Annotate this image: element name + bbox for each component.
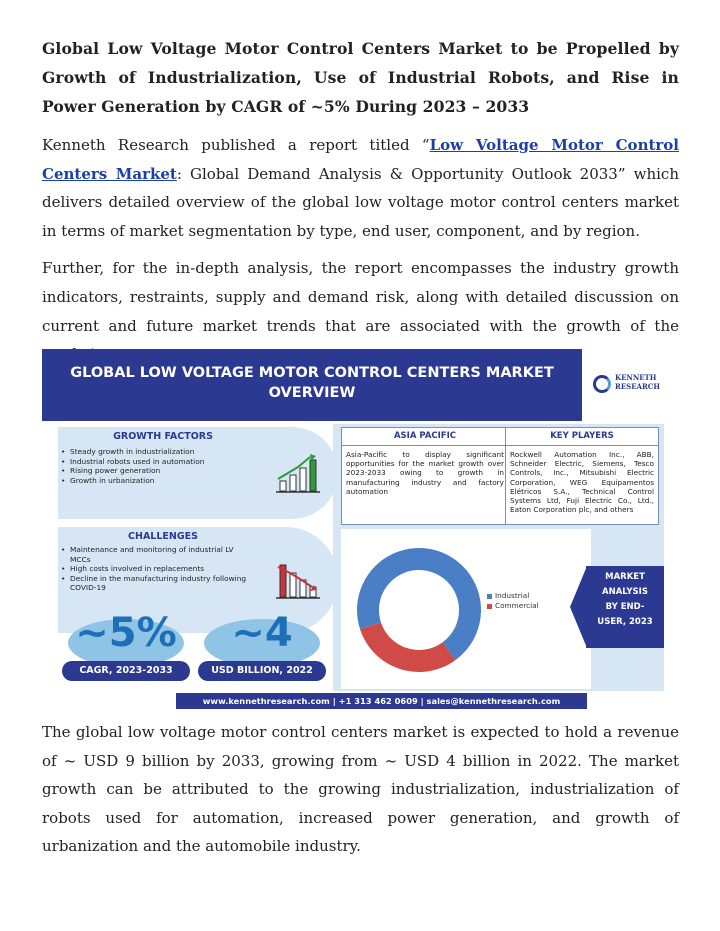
list-item: • High costs involved in replacements <box>70 564 250 574</box>
chart-legend <box>487 591 539 611</box>
list-item: • Industrial robots used in automation <box>70 457 250 467</box>
list-item: • Growth in urbanization <box>70 476 250 486</box>
infographic-footer: www.kennethresearch.com | +1 313 462 0609 | sales@kennethresearch.com <box>176 693 587 709</box>
infographic-title <box>42 363 582 403</box>
infographic-title-line2: OVERVIEW <box>268 385 356 401</box>
infographic-header <box>42 349 582 421</box>
article-heading: Global Low Voltage Motor Control Centers Market to be Propelled by Growth of Industrialization, Use of Industrial Robots, and Rise in Power Generation by CAGR of ~5% During 2023 – 2033 <box>42 39 679 116</box>
market-size-stat <box>198 611 326 686</box>
growth-chart-icon <box>272 451 324 495</box>
growth-factors-list <box>60 447 250 485</box>
key-players-box <box>505 427 659 525</box>
cagr-value: ~5% <box>75 610 177 656</box>
growth-factors-title: GROWTH FACTORS <box>113 431 213 442</box>
donut-slice-commercial <box>360 622 455 672</box>
left-column <box>58 427 338 632</box>
intro-text-end: : Global Demand Analysis & Opportunity Outlook 2033” which delivers detailed overview of the global low voltage motor control centers market in terms of market segmentation by type, end user, component, and by region. <box>42 164 679 240</box>
arrow-tip <box>570 566 587 648</box>
legend-swatch <box>487 604 492 609</box>
intro-paragraph <box>42 131 679 245</box>
donut-chart <box>349 545 489 675</box>
divider <box>342 445 508 446</box>
growth-factors-box <box>58 427 338 519</box>
kenneth-research-logo <box>593 373 663 399</box>
legend-label: Commercial <box>495 601 539 610</box>
key-players-title: KEY PLAYERS <box>550 431 614 441</box>
infographic <box>42 349 664 711</box>
market-analysis-label: MARKET ANALYSIS BY END- USER, 2023 <box>597 572 653 627</box>
market-size-label: USD BILLION, 2022 <box>198 661 326 681</box>
revenue-paragraph: The global low voltage motor control centers market is expected to hold a revenue of ~ USD 9 billion by 2033, growing from ~ USD 4 billion in 2022. The market growth can be attributed to the growing industrialization, industrialization of robots used for automation, increased power generation, and growth of urbanization and the automobile industry. <box>42 723 679 856</box>
analysis-paragraph: Further, for the in-depth analysis, the report encompasses the industry growth indicators, restraints, supply and demand risk, along with detailed discussion on current and future market trends that are associated with the growth of the <box>42 259 679 335</box>
right-panel <box>333 424 664 691</box>
legend-label: Industrial <box>495 591 530 600</box>
legend-item-industrial <box>487 591 539 601</box>
decline-chart-icon <box>272 557 324 601</box>
cagr-stat <box>62 611 190 686</box>
asia-pacific-box <box>341 427 509 525</box>
legend-item-commercial <box>487 601 539 611</box>
list-item: • Rising power generation <box>70 466 250 476</box>
end-user-chart <box>341 529 591 689</box>
logo-text: KENNETH RESEARCH <box>615 373 660 391</box>
list-item: • Decline in the manufacturing industry following COVID-19 <box>70 574 250 593</box>
infographic-title-line1: GLOBAL LOW VOLTAGE MOTOR CONTROL CENTERS MARKET <box>70 365 554 381</box>
intro-text-start: Kenneth Research published a report titled “ <box>42 136 430 154</box>
asia-pacific-title: ASIA PACIFIC <box>393 431 457 441</box>
challenges-list <box>60 545 250 593</box>
list-item: • Maintenance and monitoring of industrial LV MCCs <box>70 545 250 564</box>
article <box>42 34 679 369</box>
asia-pacific-text: Asia-Pacific to display significant opportunities for the market growth over 2023-2033 owing to growth in manufacturing industry and factory automation <box>346 450 504 496</box>
list-item: • Steady growth in industrialization <box>70 447 250 457</box>
legend-swatch <box>487 594 492 599</box>
challenges-title: CHALLENGES <box>128 531 198 542</box>
market-size-value: ~4 <box>231 610 293 656</box>
key-players-text: Rockwell Automation Inc., ABB, Schneider Electric, Siemens, Tesco Controls, Inc., Mitsubishi Electric Corporation, WEG Equipamentos Elétricos S.A., Technical Control Systems Ltd, Fuji Electric Co., Ltd., Eaton Corporation plc, and others <box>510 450 654 515</box>
cagr-label: CAGR, 2023-2033 <box>62 661 190 681</box>
divider <box>506 445 658 446</box>
revenue-section <box>42 718 679 861</box>
report-link[interactable]: Low Voltage Motor Control Centers Market <box>42 136 680 183</box>
logo-mark-icon <box>593 375 611 393</box>
